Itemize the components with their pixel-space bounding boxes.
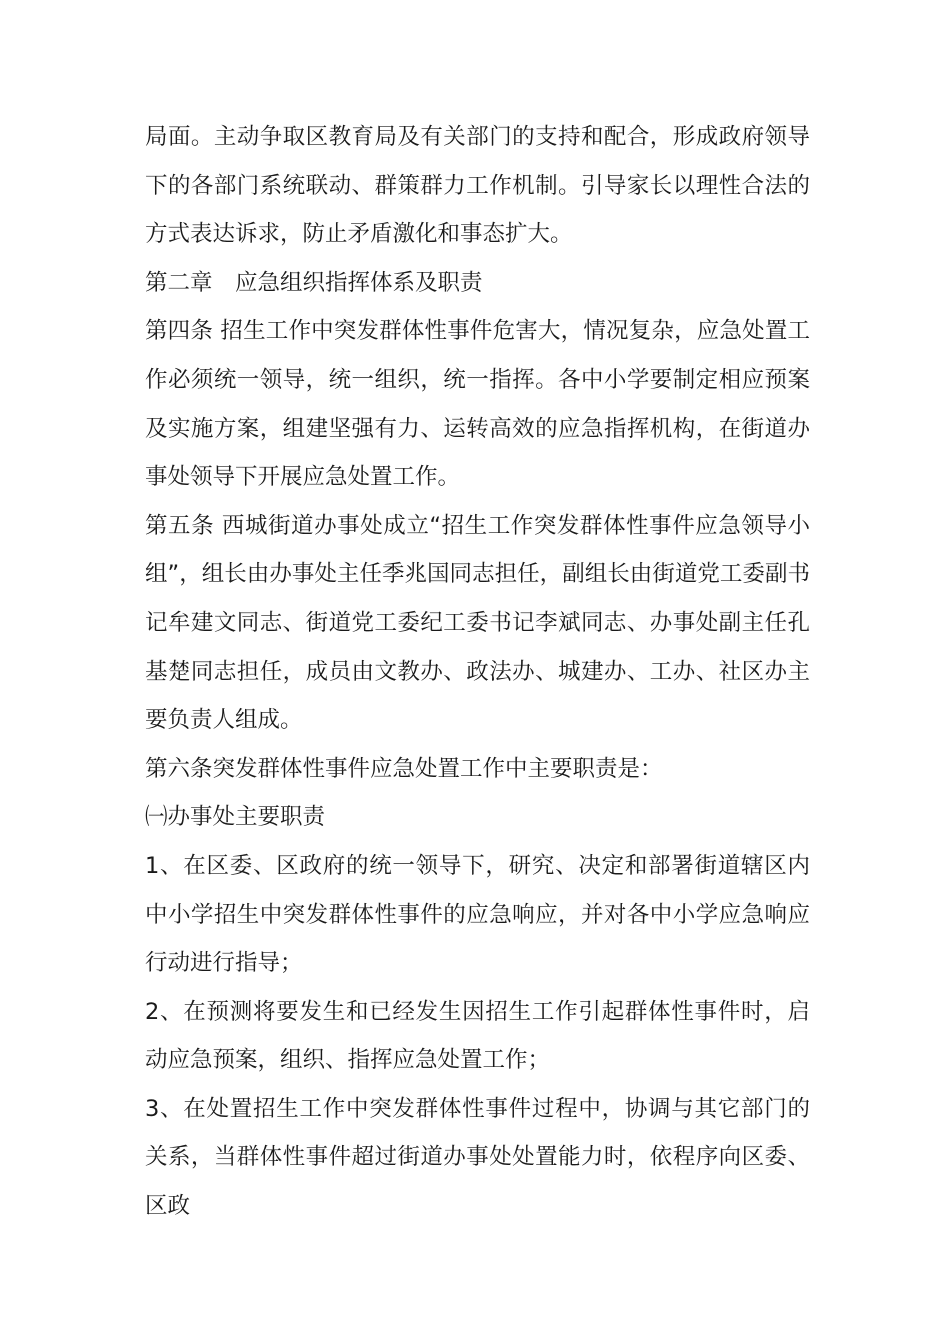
article-5: 第五条 西城街道办事处成立“招生工作突发群体性事件应急领导小组”，组长由办事处主任季兆国同志担任，副组长由街道党工委副书记牟建文同志、街道党工委纪工委书记李斌同志、办事处副主任孔基楚同志担任，成员由文教办、政法办、城建办、工办、社区办主要负责人组成。 xyxy=(145,512,810,734)
duty-item-2: 2、在预测将要发生和已经发生因招生工作引起群体性事件时，启动应急预案，组织、指挥应急处置工作； xyxy=(145,998,810,1074)
document-body xyxy=(145,113,810,1231)
chapter-heading: 第二章 应急组织指挥体系及职责 xyxy=(145,269,483,296)
article-4: 第四条 招生工作中突发群体性事件危害大，情况复杂，应急处置工作必须统一领导，统一组织，统一指挥。各中小学要制定相应预案及实施方案，组建坚强有力、运转高效的应急指挥机构，在街道办事处领导下开展应急处置工作。 xyxy=(145,318,810,491)
duty-item-1: 1、在区委、区政府的统一领导下，研究、决定和部署街道辖区内中小学招生中突发群体性事件的应急响应，并对各中小学应急响应行动进行指导； xyxy=(145,852,810,977)
article-6: 第六条突发群体性事件应急处置工作中主要职责是： xyxy=(145,755,663,782)
section-heading-office-duties: ㈠办事处主要职责 xyxy=(145,804,326,831)
paragraph-continuation: 局面。主动争取区教育局及有关部门的支持和配合，形成政府领导下的各部门系统联动、群策群力工作机制。引导家长以理性合法的方式表达诉求，防止矛盾激化和事态扩大。 xyxy=(145,124,810,248)
duty-item-3: 3、在处置招生工作中突发群体性事件过程中，协调与其它部门的关系，当群体性事件超过街道办事处处置能力时，依程序向区委、区政 xyxy=(145,1095,810,1220)
